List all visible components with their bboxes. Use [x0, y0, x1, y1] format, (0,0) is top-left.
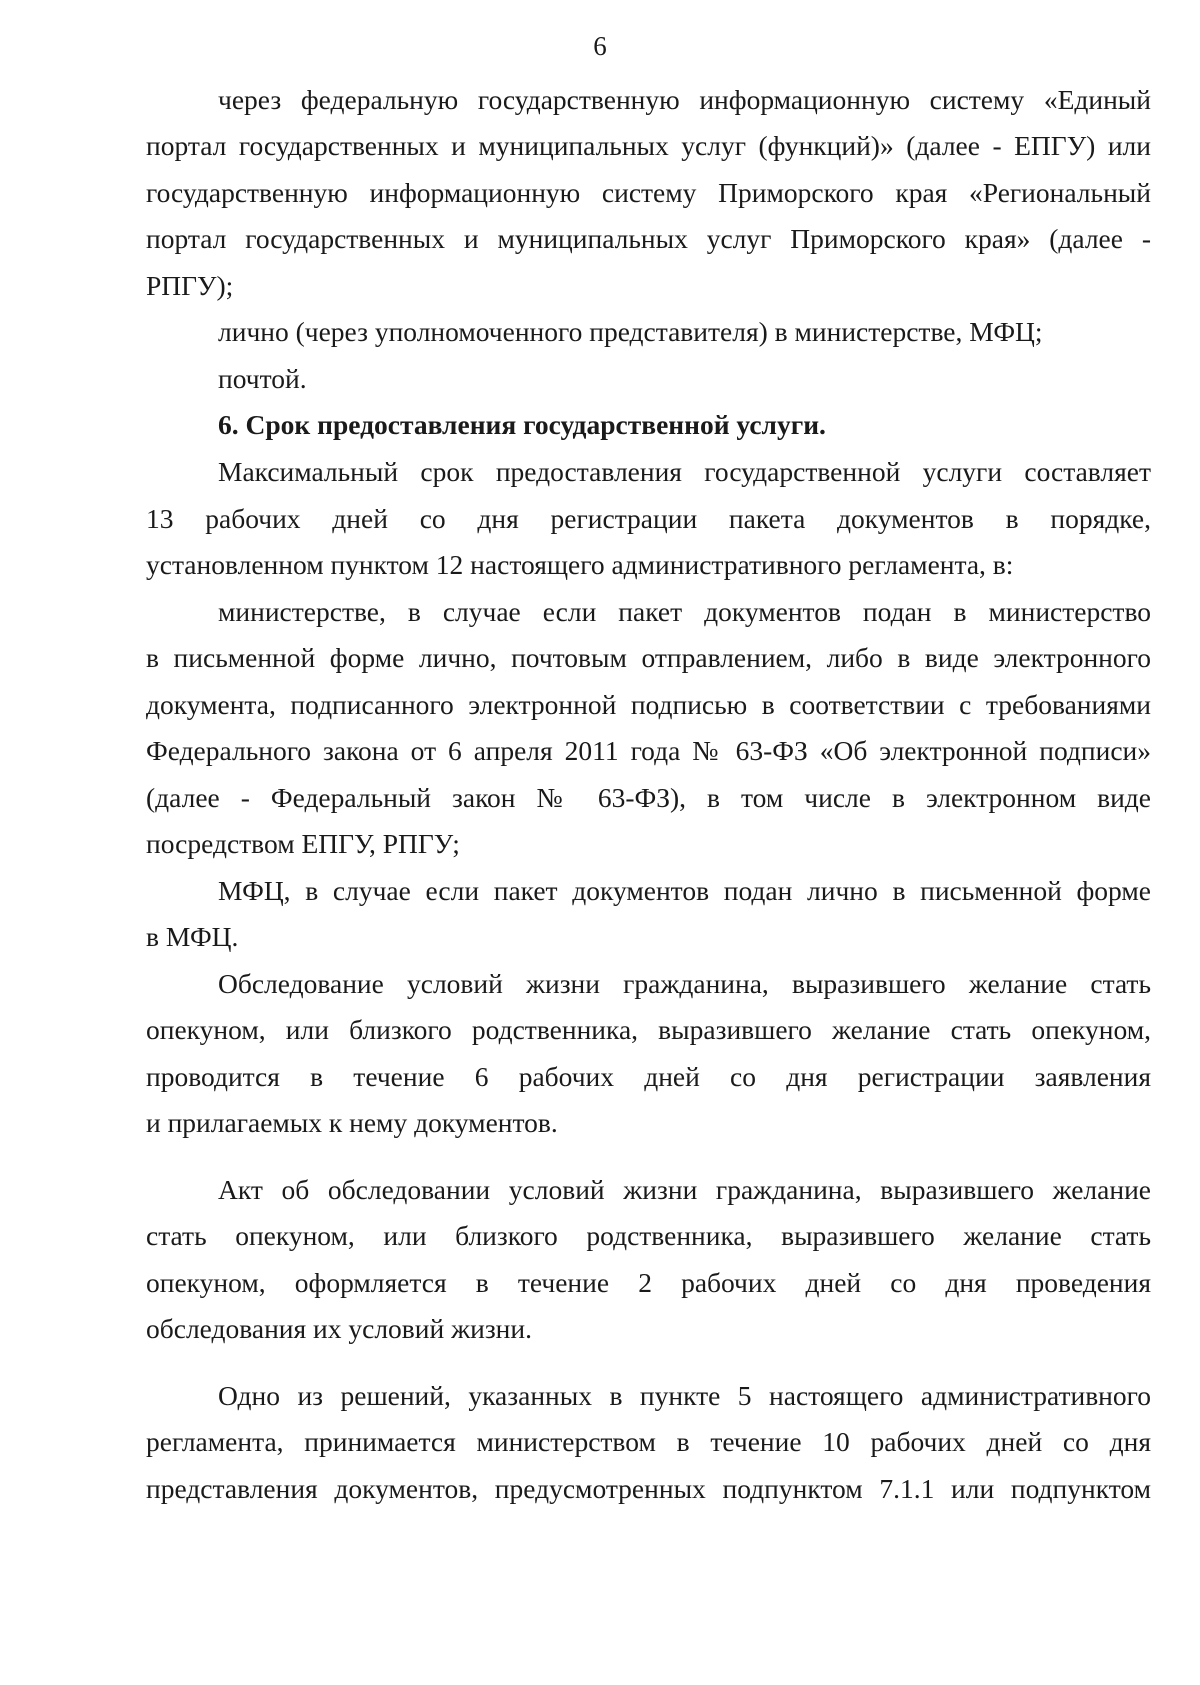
- text-line: 13 рабочих дней со дня регистрации пакета документов в порядке,: [146, 503, 1151, 534]
- text-line: и прилагаемых к нему документов.: [146, 1107, 558, 1138]
- text-line: портал государственных и муниципальных услуг Приморского края» (далее -: [146, 223, 1151, 254]
- text-line: в письменной форме лично, почтовым отправлением, либо в виде электронного: [146, 642, 1151, 673]
- text-line: документа, подписанного электронной подписью в соответствии с требованиями: [146, 689, 1151, 720]
- text-line: почтой.: [218, 363, 307, 394]
- section-heading: 6. Срок предоставления государственной услуги.: [218, 409, 826, 440]
- text-line: Федерального закона от 6 апреля 2011 года № 63-ФЗ «Об электронной подписи»: [146, 735, 1151, 766]
- text-line: через федеральную государственную информационную систему «Единый: [218, 84, 1151, 115]
- text-line: Одно из решений, указанных в пункте 5 настоящего административного: [218, 1380, 1151, 1411]
- text-line: опекуном, или близкого родственника, выразившего желание стать опекуном,: [146, 1014, 1151, 1045]
- text-line: Максимальный срок предоставления государственной услуги составляет: [218, 456, 1151, 487]
- text-line: обследования их условий жизни.: [146, 1313, 532, 1344]
- text-line: Акт об обследовании условий жизни гражданина, выразившего желание: [218, 1174, 1151, 1205]
- text-line: (далее - Федеральный закон № 63-ФЗ), в том числе в электронном виде: [146, 782, 1151, 813]
- text-line: МФЦ, в случае если пакет документов подан лично в письменной форме: [218, 875, 1151, 906]
- text-line: установленном пунктом 12 настоящего административного регламента, в:: [146, 549, 1014, 580]
- text-line: Обследование условий жизни гражданина, выразившего желание стать: [218, 968, 1151, 999]
- text-line: государственную информационную систему Приморского края «Региональный: [146, 177, 1151, 208]
- text-line: в МФЦ.: [146, 921, 239, 952]
- text-line: представления документов, предусмотренных подпунктом 7.1.1 или подпунктом: [146, 1473, 1151, 1504]
- text-line: регламента, принимается министерством в течение 10 рабочих дней со дня: [146, 1426, 1151, 1457]
- text-line: РПГУ);: [146, 270, 234, 301]
- text-line: посредством ЕПГУ, РПГУ;: [146, 828, 460, 859]
- text-line: стать опекуном, или близкого родственника, выразившего желание стать: [146, 1220, 1151, 1251]
- text-line: лично (через уполномоченного представителя) в министерстве, МФЦ;: [218, 316, 1043, 347]
- text-line: проводится в течение 6 рабочих дней со дня регистрации заявления: [146, 1061, 1151, 1092]
- page-number: 6: [593, 31, 607, 61]
- text-line: министерстве, в случае если пакет документов подан в министерство: [218, 596, 1151, 627]
- text-line: опекуном, оформляется в течение 2 рабочих дней со дня проведения: [146, 1267, 1151, 1298]
- text-line: портал государственных и муниципальных услуг (функций)» (далее - ЕПГУ) или: [146, 130, 1151, 161]
